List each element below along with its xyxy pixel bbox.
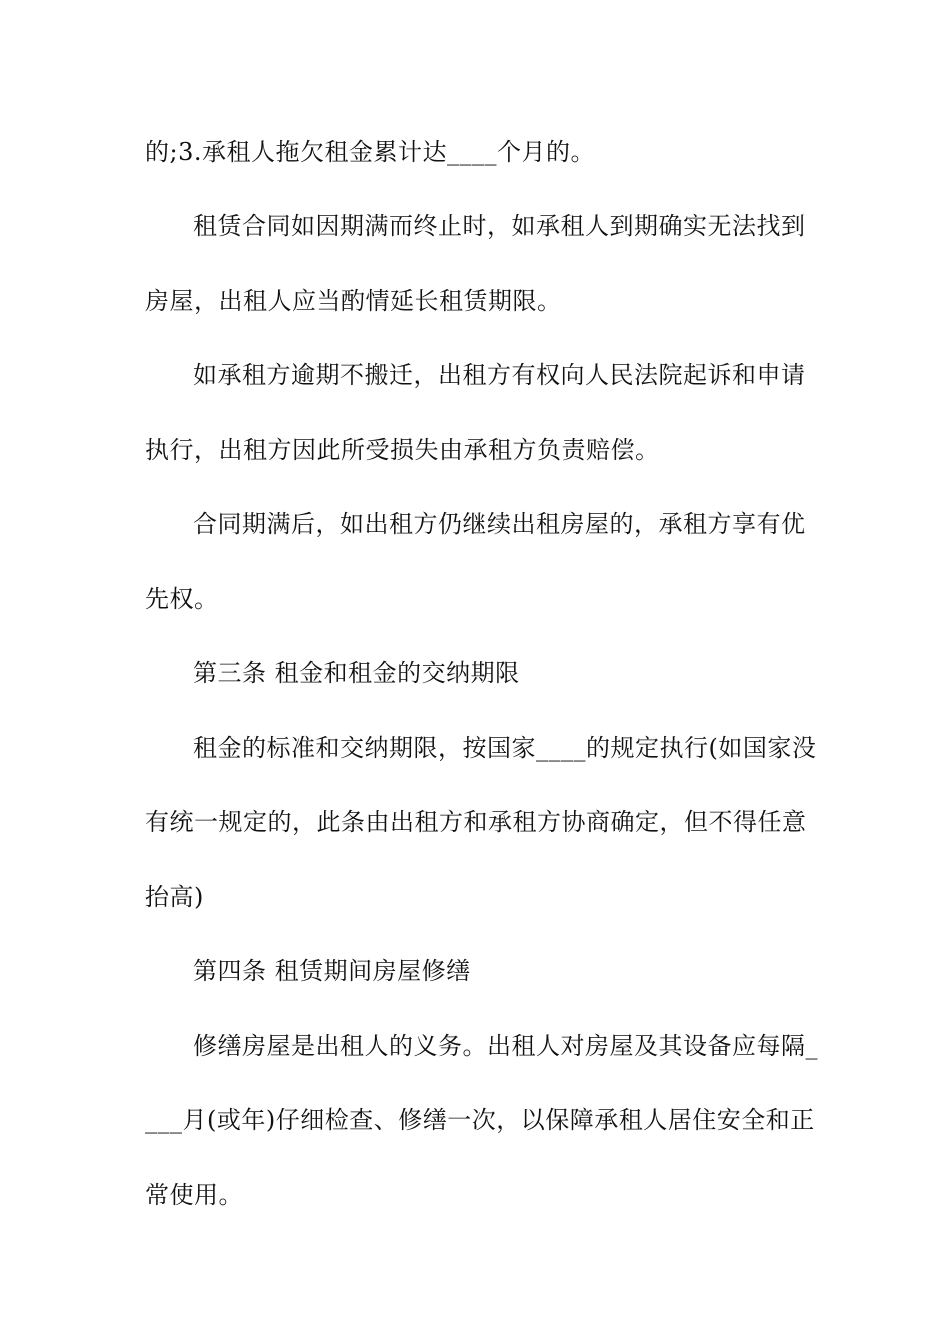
paragraph-line: 租金的标准和交纳期限，按国家____的规定执行(如国家没 [193,734,817,762]
section-heading: 第三条 租金和租金的交纳期限 [193,659,520,687]
paragraph-line: 合同期满后，如出租方仍继续出租房屋的，承租方享有优 [193,510,806,538]
paragraph-line: 执行，出租方因此所受损失由承租方负责赔偿。 [145,436,660,464]
paragraph-line: 租赁合同如因期满而终止时，如承租人到期确实无法找到 [193,212,806,240]
paragraph-line: 常使用。 [145,1181,243,1209]
paragraph-line: 房屋，出租人应当酌情延长租赁期限。 [145,287,562,315]
paragraph-line: 修缮房屋是出租人的义务。出租人对房屋及其设备应每隔_ [193,1032,818,1060]
paragraph-line: 如承租方逾期不搬迁，出租方有权向人民法院起诉和申请 [193,361,806,389]
paragraph-line: 先权。 [145,585,219,613]
paragraph-line: ___月(或年)仔细检查、修缮一次，以保障承租人居住安全和正 [145,1106,815,1134]
paragraph-line: 抬高) [145,883,204,911]
paragraph-line: 的;3.承租人拖欠租金累计达____个月的。 [145,138,595,166]
section-heading: 第四条 租赁期间房屋修缮 [193,957,471,985]
paragraph-line: 有统一规定的，此条由出租方和承租方协商确定，但不得任意 [145,808,807,836]
